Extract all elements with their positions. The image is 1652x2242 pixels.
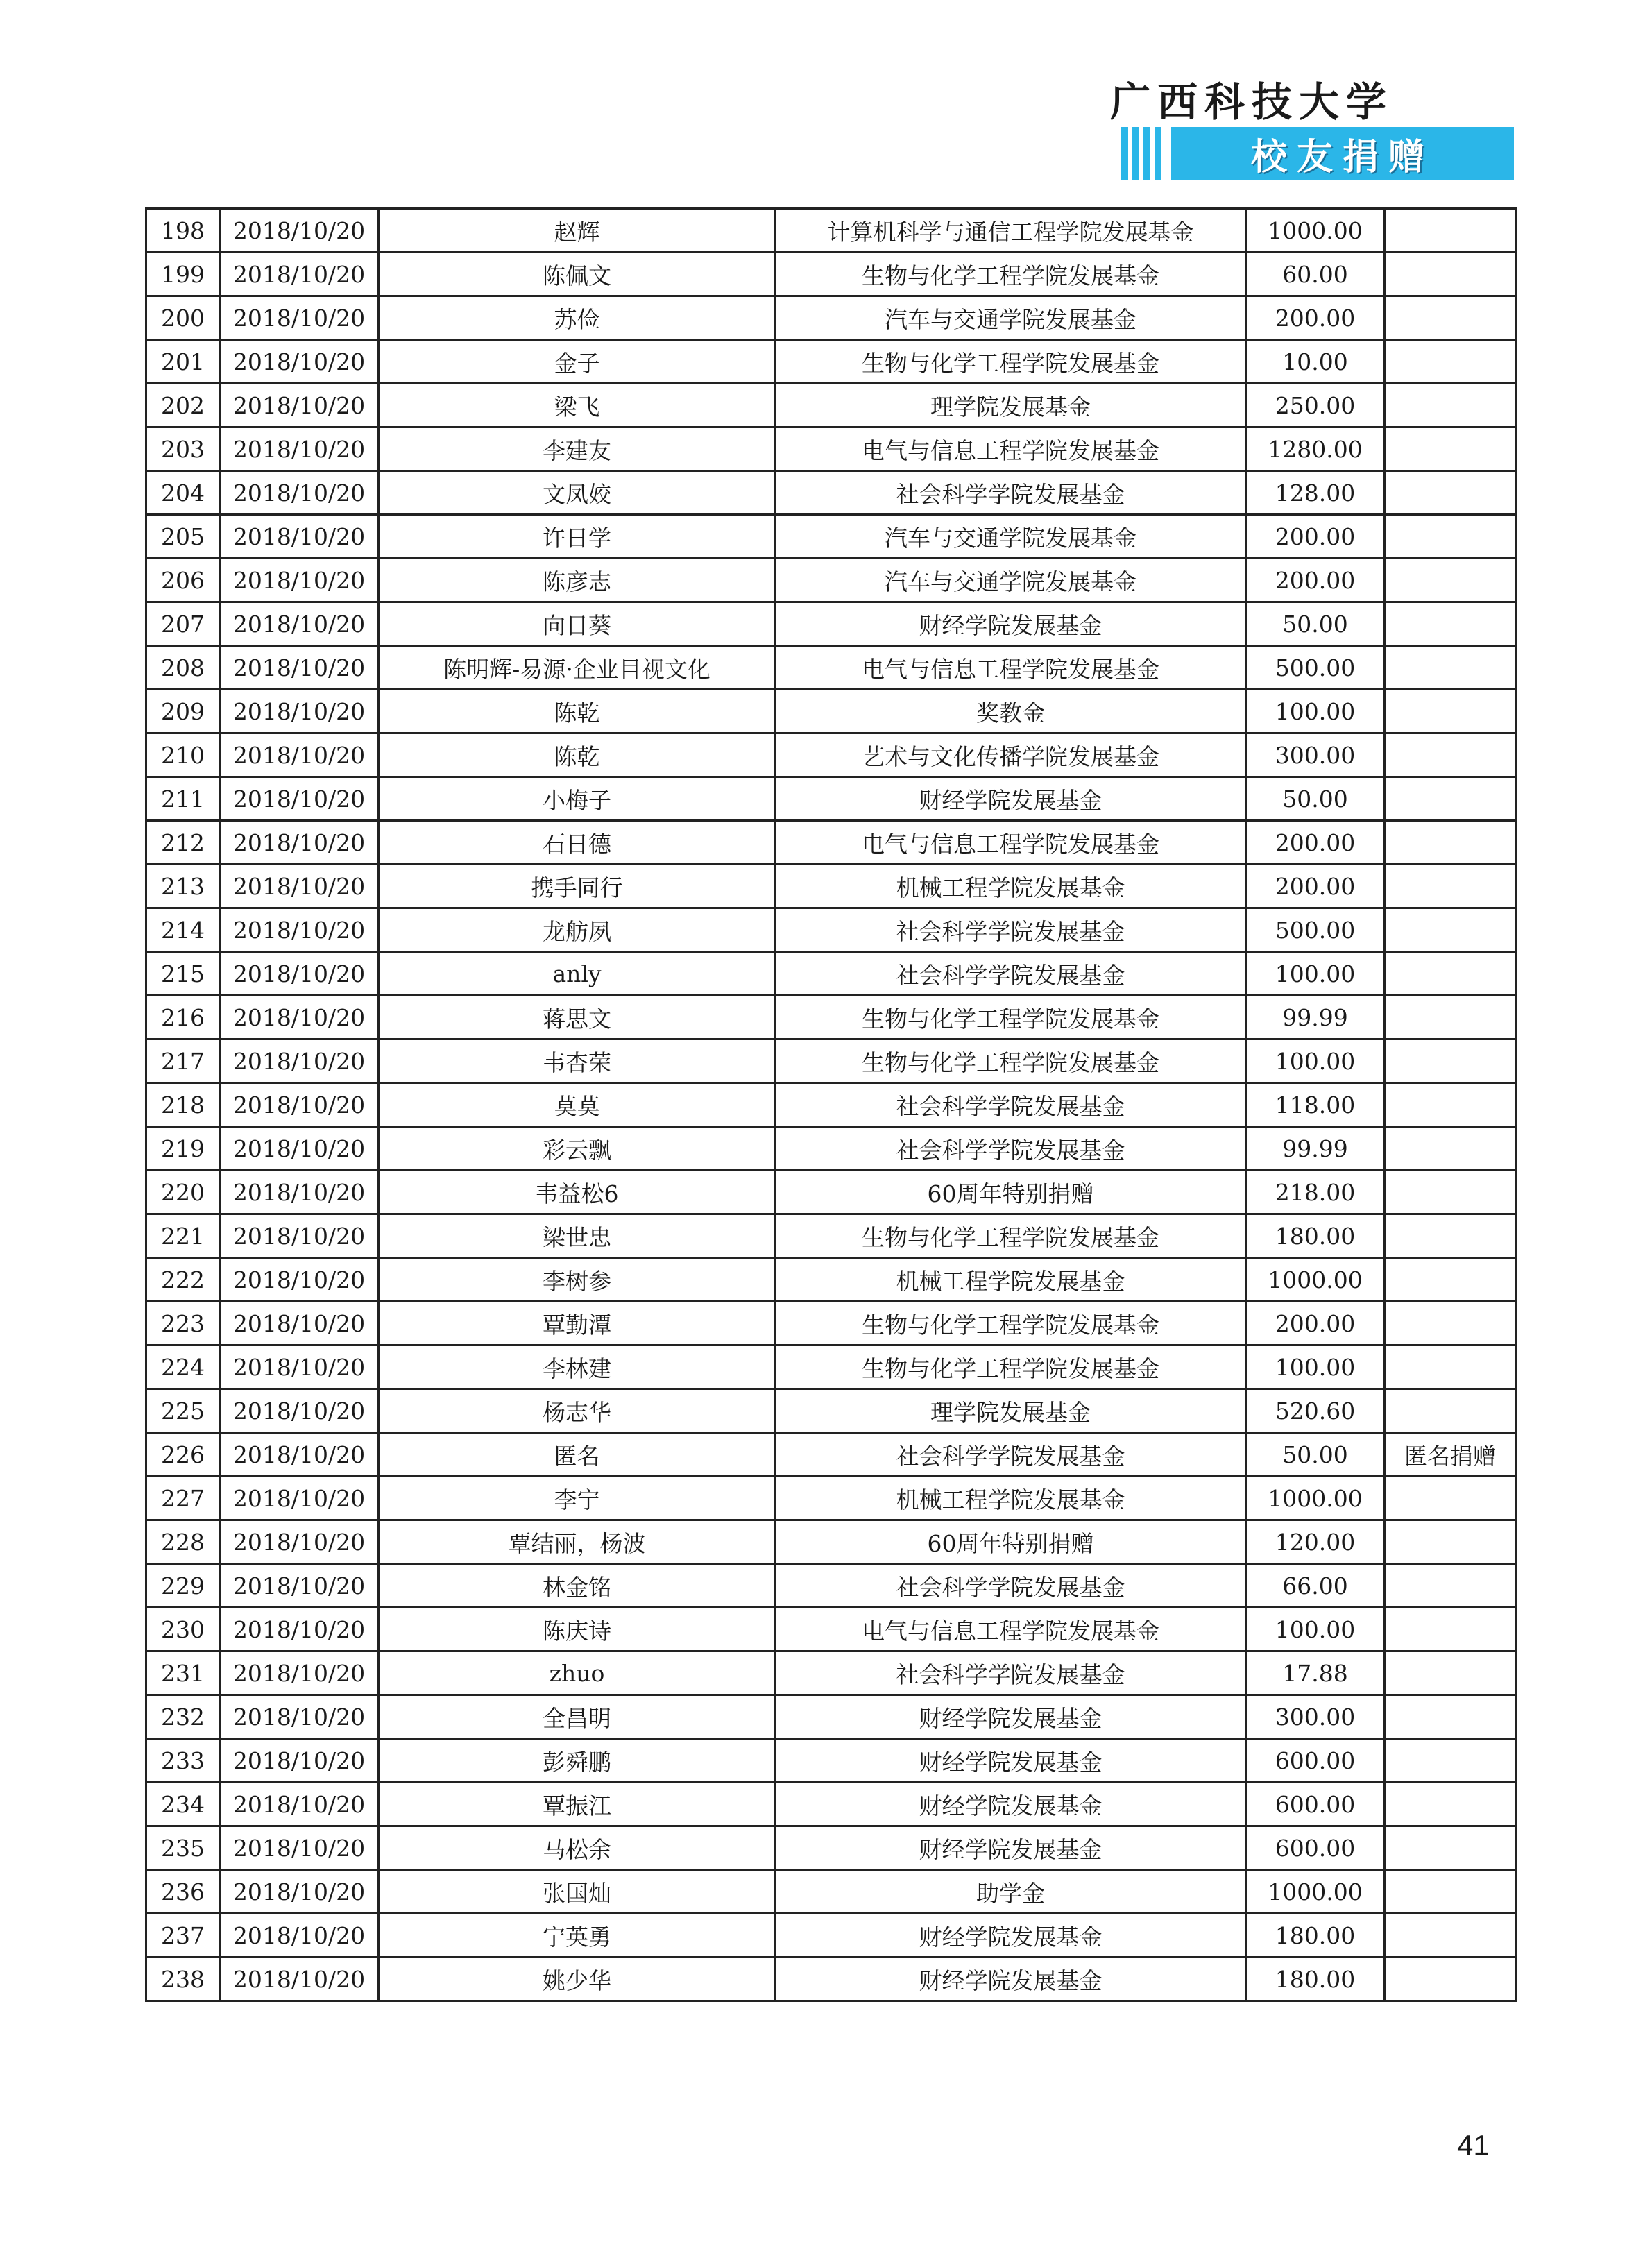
fund-name: 社会科学学院发展基金 — [776, 471, 1246, 515]
donation-amount: 180.00 — [1246, 1214, 1385, 1258]
donation-note — [1385, 296, 1516, 340]
donation-amount: 180.00 — [1246, 1957, 1385, 2001]
donation-amount: 100.00 — [1246, 1345, 1385, 1389]
row-number: 203 — [146, 427, 220, 471]
donation-amount: 66.00 — [1246, 1564, 1385, 1608]
row-number: 205 — [146, 515, 220, 559]
donor-name: 宁英勇 — [379, 1914, 776, 1957]
table-row — [146, 1870, 1516, 1914]
donor-name: 金子 — [379, 340, 776, 384]
table-row — [146, 1608, 1516, 1651]
donor-name: 匿名 — [379, 1433, 776, 1477]
table-row — [146, 340, 1516, 384]
fund-name: 计算机科学与通信工程学院发展基金 — [776, 209, 1246, 253]
fund-name: 生物与化学工程学院发展基金 — [776, 1345, 1246, 1389]
table-row — [146, 1302, 1516, 1345]
donation-date: 2018/10/20 — [220, 908, 379, 952]
donation-date: 2018/10/20 — [220, 1651, 379, 1695]
donation-date: 2018/10/20 — [220, 427, 379, 471]
donation-amount: 118.00 — [1246, 1083, 1385, 1127]
row-number: 198 — [146, 209, 220, 253]
donation-date: 2018/10/20 — [220, 1608, 379, 1651]
donation-amount: 200.00 — [1246, 559, 1385, 602]
donor-name: 李林建 — [379, 1345, 776, 1389]
donation-amount: 200.00 — [1246, 515, 1385, 559]
donation-date: 2018/10/20 — [220, 1783, 379, 1826]
table-row — [146, 690, 1516, 733]
donation-note — [1385, 209, 1516, 253]
donation-amount: 10.00 — [1246, 340, 1385, 384]
donation-note — [1385, 821, 1516, 865]
donation-amount: 1000.00 — [1246, 209, 1385, 253]
donor-name: 石日德 — [379, 821, 776, 865]
donation-date: 2018/10/20 — [220, 821, 379, 865]
fund-name: 生物与化学工程学院发展基金 — [776, 340, 1246, 384]
donation-date: 2018/10/20 — [220, 777, 379, 821]
donation-date: 2018/10/20 — [220, 253, 379, 296]
fund-name: 社会科学学院发展基金 — [776, 952, 1246, 996]
donation-table-body — [146, 209, 1516, 2001]
donation-date: 2018/10/20 — [220, 340, 379, 384]
donation-date: 2018/10/20 — [220, 1302, 379, 1345]
donor-name: 梁飞 — [379, 384, 776, 427]
table-row — [146, 1477, 1516, 1520]
donation-note — [1385, 1608, 1516, 1651]
fund-name: 生物与化学工程学院发展基金 — [776, 996, 1246, 1039]
donation-amount: 218.00 — [1246, 1171, 1385, 1214]
donation-note — [1385, 1783, 1516, 1826]
donation-note — [1385, 427, 1516, 471]
table-row — [146, 1345, 1516, 1389]
donation-note — [1385, 646, 1516, 690]
donation-note — [1385, 777, 1516, 821]
donation-note — [1385, 253, 1516, 296]
table-row — [146, 1651, 1516, 1695]
donation-date: 2018/10/20 — [220, 1214, 379, 1258]
donation-date: 2018/10/20 — [220, 515, 379, 559]
donation-amount: 100.00 — [1246, 1608, 1385, 1651]
table-row — [146, 908, 1516, 952]
donation-date: 2018/10/20 — [220, 1039, 379, 1083]
table-row — [146, 777, 1516, 821]
donor-name: 龙舫夙 — [379, 908, 776, 952]
donation-note — [1385, 1564, 1516, 1608]
donation-amount: 200.00 — [1246, 821, 1385, 865]
fund-name: 财经学院发展基金 — [776, 1826, 1246, 1870]
fund-name: 60周年特别捐赠 — [776, 1171, 1246, 1214]
row-number: 215 — [146, 952, 220, 996]
donor-name: 彭舜鹏 — [379, 1739, 776, 1783]
donation-note — [1385, 996, 1516, 1039]
fund-name: 社会科学学院发展基金 — [776, 1651, 1246, 1695]
fund-name: 社会科学学院发展基金 — [776, 1564, 1246, 1608]
page-number: 41 — [1457, 2129, 1490, 2162]
row-number: 222 — [146, 1258, 220, 1302]
fund-name: 汽车与交通学院发展基金 — [776, 296, 1246, 340]
row-number: 207 — [146, 602, 220, 646]
donation-amount: 1000.00 — [1246, 1477, 1385, 1520]
donation-amount: 50.00 — [1246, 777, 1385, 821]
donation-note — [1385, 384, 1516, 427]
fund-name: 财经学院发展基金 — [776, 602, 1246, 646]
fund-name: 机械工程学院发展基金 — [776, 865, 1246, 908]
fund-name: 奖教金 — [776, 690, 1246, 733]
donation-amount: 600.00 — [1246, 1783, 1385, 1826]
donation-date: 2018/10/20 — [220, 1826, 379, 1870]
table-row — [146, 1914, 1516, 1957]
donation-amount: 200.00 — [1246, 865, 1385, 908]
donation-note — [1385, 1651, 1516, 1695]
table-row — [146, 1826, 1516, 1870]
donor-name: 陈彦志 — [379, 559, 776, 602]
banner-stripes — [1121, 127, 1171, 180]
row-number: 220 — [146, 1171, 220, 1214]
fund-name: 电气与信息工程学院发展基金 — [776, 646, 1246, 690]
table-row — [146, 1564, 1516, 1608]
donation-note — [1385, 1258, 1516, 1302]
table-row — [146, 1957, 1516, 2001]
fund-name: 生物与化学工程学院发展基金 — [776, 1039, 1246, 1083]
table-row — [146, 1171, 1516, 1214]
fund-name: 60周年特别捐赠 — [776, 1520, 1246, 1564]
table-row — [146, 427, 1516, 471]
donor-name: 林金铭 — [379, 1564, 776, 1608]
row-number: 200 — [146, 296, 220, 340]
fund-name: 生物与化学工程学院发展基金 — [776, 253, 1246, 296]
donation-amount: 180.00 — [1246, 1914, 1385, 1957]
donor-name: 许日学 — [379, 515, 776, 559]
donor-name: 韦杏荣 — [379, 1039, 776, 1083]
row-number: 206 — [146, 559, 220, 602]
row-number: 201 — [146, 340, 220, 384]
donation-date: 2018/10/20 — [220, 1695, 379, 1739]
donation-date: 2018/10/20 — [220, 471, 379, 515]
donation-amount: 200.00 — [1246, 296, 1385, 340]
fund-name: 电气与信息工程学院发展基金 — [776, 1608, 1246, 1651]
donor-name: 梁世忠 — [379, 1214, 776, 1258]
row-number: 208 — [146, 646, 220, 690]
donor-name: 马松余 — [379, 1826, 776, 1870]
row-number: 216 — [146, 996, 220, 1039]
table-row — [146, 296, 1516, 340]
row-number: 209 — [146, 690, 220, 733]
donor-name: 覃振江 — [379, 1783, 776, 1826]
donation-note — [1385, 559, 1516, 602]
fund-name: 机械工程学院发展基金 — [776, 1477, 1246, 1520]
donation-amount: 50.00 — [1246, 1433, 1385, 1477]
row-number: 223 — [146, 1302, 220, 1345]
donation-date: 2018/10/20 — [220, 996, 379, 1039]
donation-amount: 300.00 — [1246, 733, 1385, 777]
donation-amount: 1280.00 — [1246, 427, 1385, 471]
fund-name: 社会科学学院发展基金 — [776, 908, 1246, 952]
donation-amount: 120.00 — [1246, 1520, 1385, 1564]
donor-name: 彩云飘 — [379, 1127, 776, 1171]
donation-date: 2018/10/20 — [220, 1345, 379, 1389]
row-number: 214 — [146, 908, 220, 952]
donation-note — [1385, 1127, 1516, 1171]
donation-amount: 17.88 — [1246, 1651, 1385, 1695]
donation-note — [1385, 690, 1516, 733]
table-row — [146, 253, 1516, 296]
table-row — [146, 1039, 1516, 1083]
donation-amount: 500.00 — [1246, 646, 1385, 690]
donor-name: 李建友 — [379, 427, 776, 471]
donation-date: 2018/10/20 — [220, 1433, 379, 1477]
donation-amount: 600.00 — [1246, 1826, 1385, 1870]
fund-name: 汽车与交通学院发展基金 — [776, 559, 1246, 602]
table-row — [146, 515, 1516, 559]
donation-amount: 520.60 — [1246, 1389, 1385, 1433]
donation-amount: 500.00 — [1246, 908, 1385, 952]
donation-amount: 60.00 — [1246, 253, 1385, 296]
donation-note — [1385, 471, 1516, 515]
table-row — [146, 1258, 1516, 1302]
donation-note — [1385, 515, 1516, 559]
donation-amount: 128.00 — [1246, 471, 1385, 515]
donation-date: 2018/10/20 — [220, 865, 379, 908]
donation-table — [145, 207, 1517, 2002]
fund-name: 生物与化学工程学院发展基金 — [776, 1302, 1246, 1345]
donation-date: 2018/10/20 — [220, 1914, 379, 1957]
donation-note — [1385, 865, 1516, 908]
donor-name: 陈明辉-易源·企业目视文化 — [379, 646, 776, 690]
row-number: 211 — [146, 777, 220, 821]
fund-name: 财经学院发展基金 — [776, 1957, 1246, 2001]
donation-amount: 300.00 — [1246, 1695, 1385, 1739]
donation-date: 2018/10/20 — [220, 690, 379, 733]
table-row — [146, 952, 1516, 996]
donation-date: 2018/10/20 — [220, 1477, 379, 1520]
donation-date: 2018/10/20 — [220, 559, 379, 602]
donation-note — [1385, 1695, 1516, 1739]
table-row — [146, 1433, 1516, 1477]
row-number: 237 — [146, 1914, 220, 1957]
donor-name: 陈乾 — [379, 690, 776, 733]
donation-note — [1385, 1520, 1516, 1564]
table-row — [146, 471, 1516, 515]
fund-name: 社会科学学院发展基金 — [776, 1127, 1246, 1171]
row-number: 212 — [146, 821, 220, 865]
donor-name: 小梅子 — [379, 777, 776, 821]
row-number: 238 — [146, 1957, 220, 2001]
donation-date: 2018/10/20 — [220, 602, 379, 646]
fund-name: 理学院发展基金 — [776, 1389, 1246, 1433]
donation-note — [1385, 1302, 1516, 1345]
row-number: 231 — [146, 1651, 220, 1695]
fund-name: 机械工程学院发展基金 — [776, 1258, 1246, 1302]
fund-name: 电气与信息工程学院发展基金 — [776, 427, 1246, 471]
donor-name: 杨志华 — [379, 1389, 776, 1433]
donor-name: 李树参 — [379, 1258, 776, 1302]
table-row — [146, 384, 1516, 427]
donation-note — [1385, 1870, 1516, 1914]
fund-name: 助学金 — [776, 1870, 1246, 1914]
donation-date: 2018/10/20 — [220, 1389, 379, 1433]
donation-note — [1385, 1039, 1516, 1083]
donor-name: 李宁 — [379, 1477, 776, 1520]
donor-name: 携手同行 — [379, 865, 776, 908]
donation-note — [1385, 952, 1516, 996]
row-number: 221 — [146, 1214, 220, 1258]
donation-note — [1385, 733, 1516, 777]
fund-name: 汽车与交通学院发展基金 — [776, 515, 1246, 559]
donation-note — [1385, 340, 1516, 384]
donation-date: 2018/10/20 — [220, 296, 379, 340]
table-row — [146, 821, 1516, 865]
donation-note — [1385, 602, 1516, 646]
donor-name: 覃勤潭 — [379, 1302, 776, 1345]
row-number: 204 — [146, 471, 220, 515]
donation-amount: 99.99 — [1246, 1127, 1385, 1171]
donation-note — [1385, 1826, 1516, 1870]
table-row — [146, 646, 1516, 690]
donation-date: 2018/10/20 — [220, 952, 379, 996]
row-number: 213 — [146, 865, 220, 908]
donation-date: 2018/10/20 — [220, 646, 379, 690]
fund-name: 理学院发展基金 — [776, 384, 1246, 427]
donor-name: 姚少华 — [379, 1957, 776, 2001]
table-row — [146, 996, 1516, 1039]
row-number: 234 — [146, 1783, 220, 1826]
donation-date: 2018/10/20 — [220, 1957, 379, 2001]
table-row — [146, 559, 1516, 602]
donor-name: 韦益松6 — [379, 1171, 776, 1214]
fund-name: 财经学院发展基金 — [776, 1695, 1246, 1739]
table-row — [146, 1739, 1516, 1783]
donation-date: 2018/10/20 — [220, 1171, 379, 1214]
row-number: 219 — [146, 1127, 220, 1171]
section-banner — [1121, 127, 1514, 180]
table-row — [146, 1127, 1516, 1171]
fund-name: 电气与信息工程学院发展基金 — [776, 821, 1246, 865]
row-number: 218 — [146, 1083, 220, 1127]
fund-name: 财经学院发展基金 — [776, 1783, 1246, 1826]
fund-name: 财经学院发展基金 — [776, 777, 1246, 821]
table-row — [146, 602, 1516, 646]
donor-name: 文凤姣 — [379, 471, 776, 515]
table-row — [146, 1695, 1516, 1739]
donor-name: anly — [379, 952, 776, 996]
section-title: 校友捐赠 — [1171, 127, 1514, 180]
donation-amount: 1000.00 — [1246, 1870, 1385, 1914]
donation-note — [1385, 1214, 1516, 1258]
row-number: 227 — [146, 1477, 220, 1520]
table-row — [146, 1083, 1516, 1127]
row-number: 235 — [146, 1826, 220, 1870]
donation-amount: 200.00 — [1246, 1302, 1385, 1345]
donor-name: 赵辉 — [379, 209, 776, 253]
donation-date: 2018/10/20 — [220, 209, 379, 253]
donation-date: 2018/10/20 — [220, 1870, 379, 1914]
donation-date: 2018/10/20 — [220, 1127, 379, 1171]
row-number: 224 — [146, 1345, 220, 1389]
donor-name: 陈庆诗 — [379, 1608, 776, 1651]
fund-name: 社会科学学院发展基金 — [776, 1083, 1246, 1127]
row-number: 199 — [146, 253, 220, 296]
donor-name: 陈乾 — [379, 733, 776, 777]
row-number: 225 — [146, 1389, 220, 1433]
table-row — [146, 1214, 1516, 1258]
row-number: 228 — [146, 1520, 220, 1564]
fund-name: 财经学院发展基金 — [776, 1914, 1246, 1957]
row-number: 210 — [146, 733, 220, 777]
table-row — [146, 1783, 1516, 1826]
donation-note — [1385, 1389, 1516, 1433]
fund-name: 社会科学学院发展基金 — [776, 1433, 1246, 1477]
row-number: 236 — [146, 1870, 220, 1914]
donation-note — [1385, 1914, 1516, 1957]
donor-name: 全昌明 — [379, 1695, 776, 1739]
donation-date: 2018/10/20 — [220, 733, 379, 777]
donation-amount: 100.00 — [1246, 1039, 1385, 1083]
donor-name: 苏俭 — [379, 296, 776, 340]
donation-note — [1385, 1739, 1516, 1783]
row-number: 230 — [146, 1608, 220, 1651]
table-row — [146, 865, 1516, 908]
donation-date: 2018/10/20 — [220, 1258, 379, 1302]
row-number: 229 — [146, 1564, 220, 1608]
donation-date: 2018/10/20 — [220, 1739, 379, 1783]
donor-name: 蒋思文 — [379, 996, 776, 1039]
fund-name: 艺术与文化传播学院发展基金 — [776, 733, 1246, 777]
row-number: 226 — [146, 1433, 220, 1477]
donation-date: 2018/10/20 — [220, 1083, 379, 1127]
donor-name: 莫莫 — [379, 1083, 776, 1127]
table-row — [146, 1520, 1516, 1564]
donation-amount: 99.99 — [1246, 996, 1385, 1039]
donation-amount: 100.00 — [1246, 952, 1385, 996]
table-row — [146, 209, 1516, 253]
donation-date: 2018/10/20 — [220, 1564, 379, 1608]
donation-note — [1385, 1477, 1516, 1520]
donation-note — [1385, 1083, 1516, 1127]
donation-amount: 1000.00 — [1246, 1258, 1385, 1302]
university-name: 广西科技大学 — [1110, 78, 1394, 126]
donation-note — [1385, 1171, 1516, 1214]
donor-name: 陈佩文 — [379, 253, 776, 296]
row-number: 232 — [146, 1695, 220, 1739]
row-number: 202 — [146, 384, 220, 427]
donor-name: zhuo — [379, 1651, 776, 1695]
donation-amount: 100.00 — [1246, 690, 1385, 733]
donation-date: 2018/10/20 — [220, 1520, 379, 1564]
donor-name: 向日葵 — [379, 602, 776, 646]
donation-amount: 600.00 — [1246, 1739, 1385, 1783]
donation-note — [1385, 1957, 1516, 2001]
table-row — [146, 733, 1516, 777]
table-row — [146, 1389, 1516, 1433]
donation-note — [1385, 908, 1516, 952]
row-number: 233 — [146, 1739, 220, 1783]
row-number: 217 — [146, 1039, 220, 1083]
donation-note — [1385, 1345, 1516, 1389]
fund-name: 财经学院发展基金 — [776, 1739, 1246, 1783]
donation-amount: 250.00 — [1246, 384, 1385, 427]
donation-note: 匿名捐赠 — [1385, 1433, 1516, 1477]
donation-amount: 50.00 — [1246, 602, 1385, 646]
fund-name: 生物与化学工程学院发展基金 — [776, 1214, 1246, 1258]
donor-name: 张国灿 — [379, 1870, 776, 1914]
donor-name: 覃结丽，杨波 — [379, 1520, 776, 1564]
donation-date: 2018/10/20 — [220, 384, 379, 427]
